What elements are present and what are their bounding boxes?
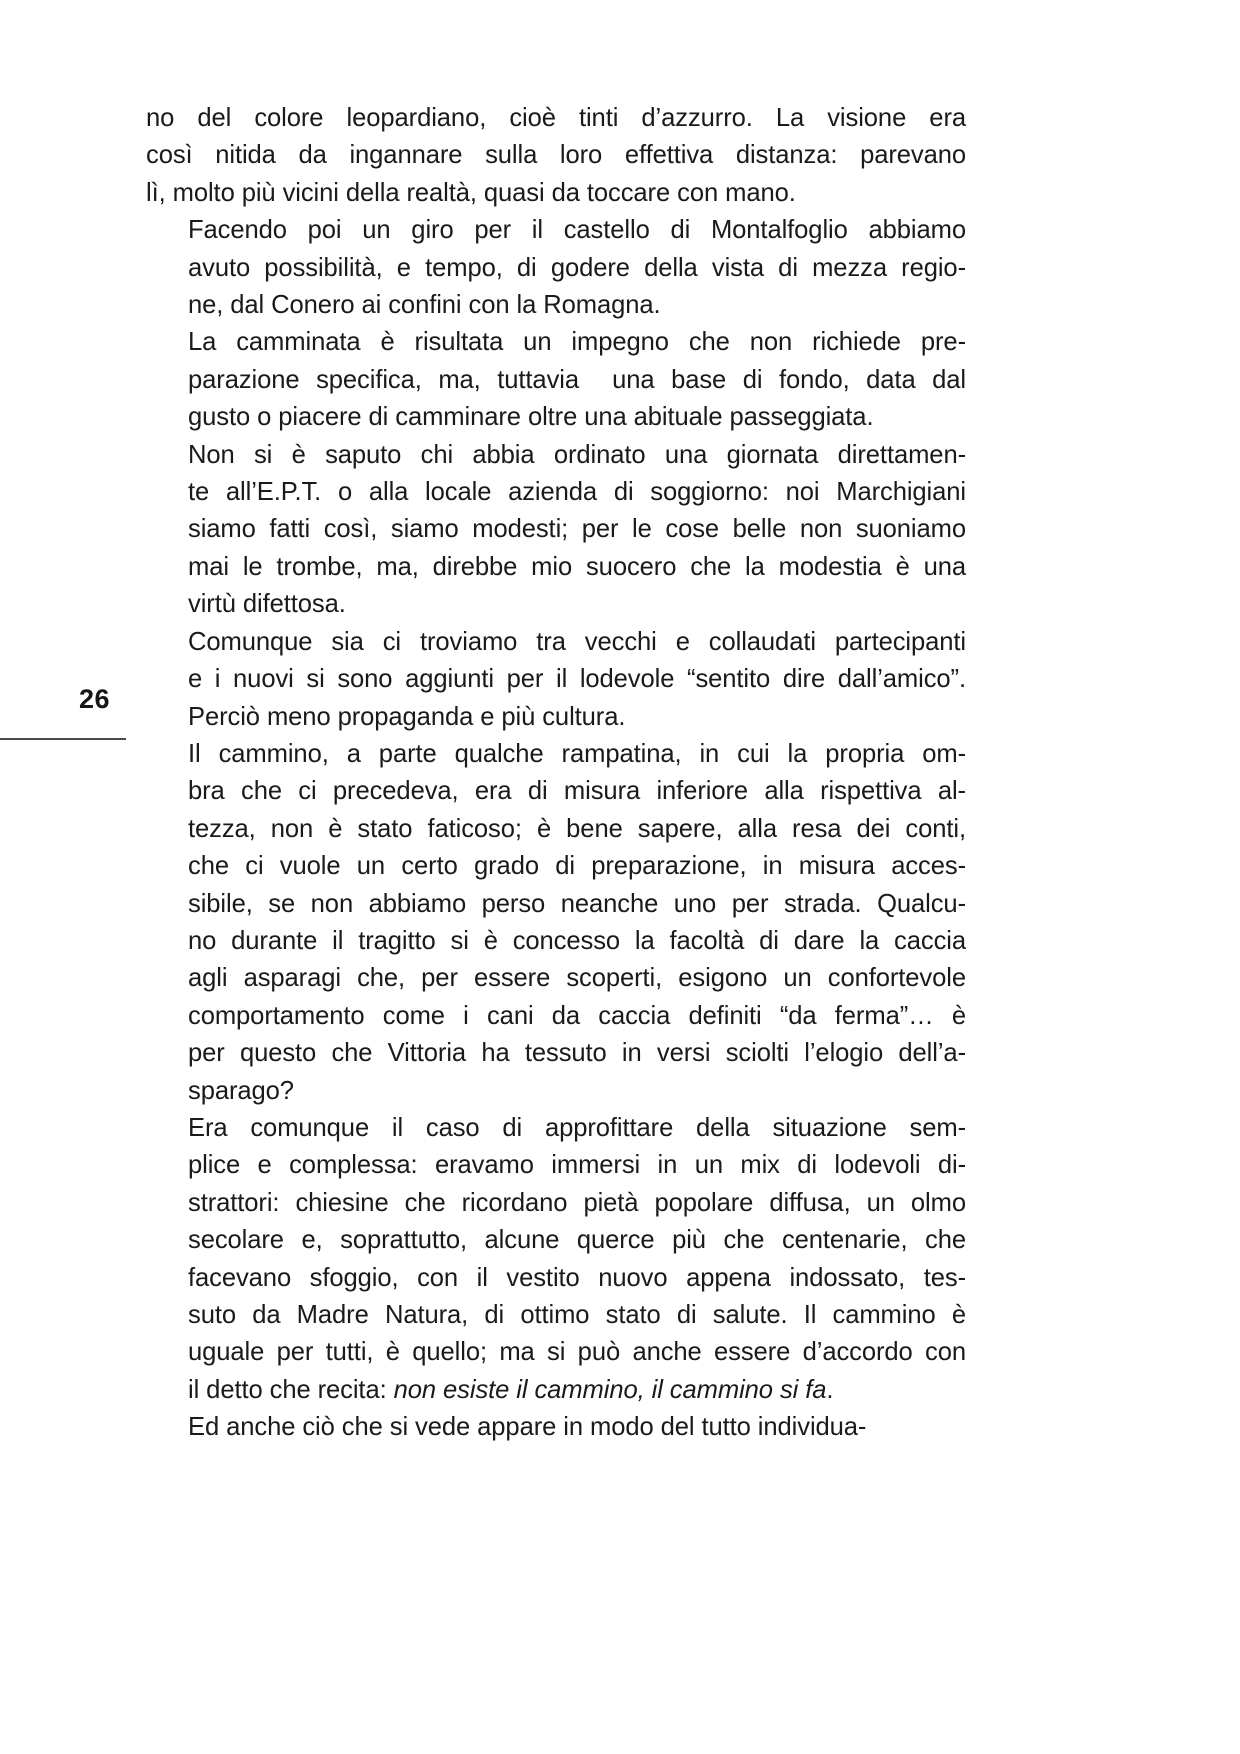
paragraph bbox=[146, 100, 966, 212]
text-line: no durante il tragitto si è concesso la facoltà di dare la caccia bbox=[188, 926, 966, 955]
line-text-tail: . bbox=[826, 1375, 834, 1404]
text-line: agli asparagi che, per essere scoperti, esigono un confortevole bbox=[188, 964, 966, 993]
text-line: strattori: chiesine che ricordano pietà popolare diffusa, un olmo bbox=[188, 1188, 966, 1217]
folio-block bbox=[0, 672, 126, 792]
paragraph bbox=[146, 624, 966, 736]
text-line: sibile, se non abbiamo perso neanche uno per strada. Qualcu- bbox=[188, 889, 966, 918]
text-line: Il cammino, a parte qualche rampatina, in cui la propria om- bbox=[188, 739, 966, 768]
text-line: Perciò meno propaganda e più cultura. bbox=[188, 702, 626, 731]
paragraph bbox=[146, 437, 966, 624]
text-line: Facendo poi un giro per il castello di Montalfoglio abbiamo bbox=[188, 216, 966, 245]
text-line: plice e complessa: eravamo immersi in un mix di lodevoli di- bbox=[188, 1151, 966, 1180]
page-number: 26 bbox=[78, 684, 110, 714]
line-text-plain: il detto che recita: bbox=[188, 1375, 394, 1404]
text-line: no del colore leopardiano, cioè tinti d’azzurro. La visione era bbox=[146, 104, 966, 132]
text-line: lì, molto più vicini della realtà, quasi da toccare con mano. bbox=[146, 178, 796, 207]
body-text-column bbox=[146, 100, 966, 1447]
text-line: bra che ci precedeva, era di misura inferiore alla rispettiva al- bbox=[188, 777, 966, 806]
text-line: uguale per tutti, è quello; ma si può anche essere d’accordo con bbox=[188, 1338, 966, 1367]
text-line: siamo fatti così, siamo modesti; per le cose belle non suoniamo bbox=[188, 515, 966, 544]
text-line: facevano sfoggio, con il vestito nuovo appena indossato, tes- bbox=[188, 1263, 966, 1292]
text-line: tezza, non è stato faticoso; è bene sapere, alla resa dei conti, bbox=[188, 814, 966, 843]
text-line: sparago? bbox=[188, 1076, 294, 1105]
text-line: suto da Madre Natura, di ottimo stato di salute. Il cammino è bbox=[188, 1301, 966, 1329]
text-line: secolare e, soprattutto, alcune querce più che centenarie, che bbox=[188, 1226, 966, 1255]
paragraph bbox=[146, 324, 966, 436]
paragraph bbox=[146, 736, 966, 1110]
text-line: gusto o piacere di camminare oltre una abituale passeggiata. bbox=[188, 403, 874, 432]
text-line: così nitida da ingannare sulla loro effettiva distanza: parevano bbox=[146, 141, 966, 170]
text-line: parazione specifica, ma, tuttavia una base di fondo, data dal bbox=[188, 365, 966, 394]
text-line: Ed anche ciò che si vede appare in modo del tutto individua- bbox=[188, 1413, 867, 1442]
text-line bbox=[146, 1372, 966, 1409]
text-line: che ci vuole un certo grado di preparazione, in misura acces- bbox=[188, 852, 966, 881]
text-line: te all’E.P.T. o alla locale azienda di soggiorno: noi Marchigiani bbox=[188, 478, 966, 507]
text-line: Era comunque il caso di approfittare della situazione sem- bbox=[188, 1113, 966, 1142]
quoted-saying-italic: non esiste il cammino, il cammino si fa bbox=[393, 1375, 827, 1404]
text-line: per questo che Vittoria ha tessuto in versi sciolti l’elogio dell’a- bbox=[188, 1039, 966, 1068]
text-line: avuto possibilità, e tempo, di godere della vista di mezza regio- bbox=[188, 253, 966, 282]
text-line: e i nuovi si sono aggiunti per il lodevole “sentito dire dall’amico”. bbox=[188, 665, 966, 694]
text-line: mai le trombe, ma, direbbe mio suocero che la modestia è una bbox=[188, 552, 966, 581]
paragraph bbox=[146, 1110, 966, 1409]
text-line: ne, dal Conero ai confini con la Romagna. bbox=[188, 291, 661, 320]
text-line: virtù difettosa. bbox=[188, 590, 346, 619]
text-line: La camminata è risultata un impegno che non richiede pre- bbox=[188, 328, 966, 357]
text-line: comportamento come i cani da caccia definiti “da ferma”… è bbox=[188, 1001, 966, 1030]
paragraph bbox=[146, 1409, 966, 1446]
text-line: Comunque sia ci troviamo tra vecchi e collaudati partecipanti bbox=[188, 627, 966, 656]
paragraph bbox=[146, 212, 966, 324]
folio-divider-rule bbox=[0, 738, 126, 740]
text-line: Non si è saputo chi abbia ordinato una giornata direttamen- bbox=[188, 440, 966, 469]
